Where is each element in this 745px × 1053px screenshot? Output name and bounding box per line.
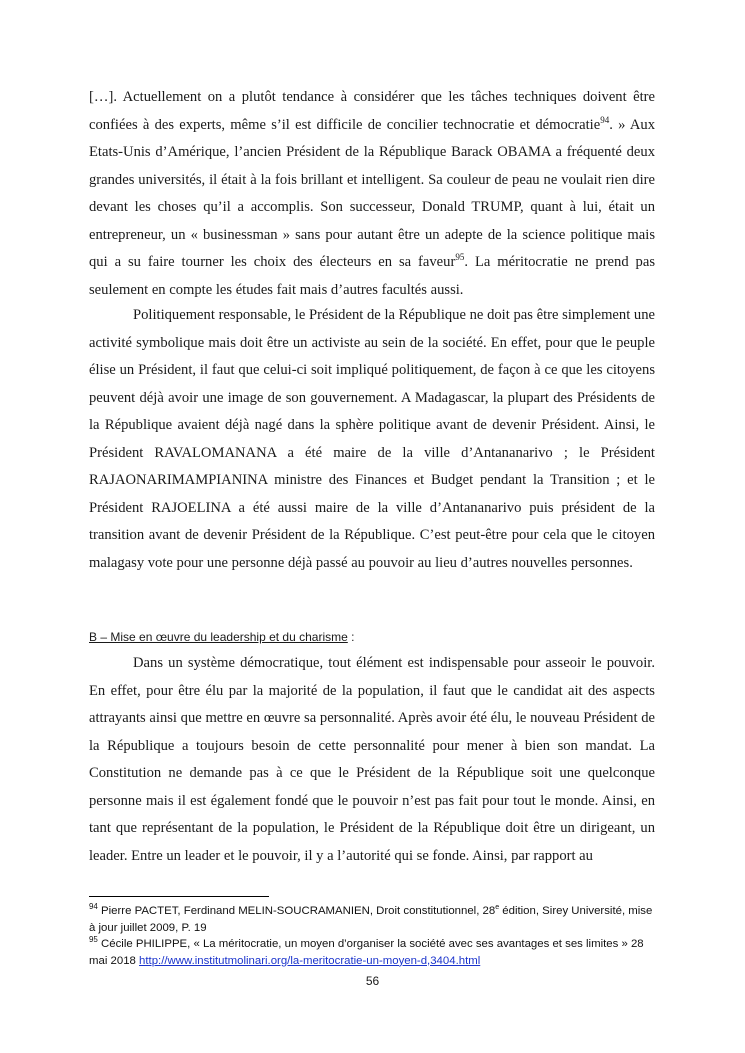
paragraph-leadership: Dans un système démocratique, tout élément est indispensable pour asseoir le pouvoir. En effet, pour être élu par la majorité de la population, il faut que le candidat ait des aspects attrayants ainsi que mettre en œuvre sa personnalité. Après avoir été élu, le nouveau Président de la République a toujours besoin de cette personnalité pour mener à bien son mandat. La Constitution ne demande pas à ce que le Président de la République soit une quelconque personne mais il est également fondé que le pouvoir n’est pas fait pour tout le monde. Ainsi, en tant que représentant de la population, le Président de la République doit être un dirigeant, un leader. Entre un leader et le pouvoir, il y a l’autorité qui se fonde. Ainsi, par rapport au	[89, 655, 655, 864]
section-heading	[89, 628, 354, 646]
footnote-95-link[interactable]: http://www.institutmolinari.org/la-meritocratie-un-moyen-d,3404.html	[139, 954, 481, 967]
footnote-94-text-b: édition, Sirey Université, mise à jour juillet 2009, P. 19	[89, 905, 653, 934]
paragraph-meritocracy	[89, 84, 655, 304]
footnote-94	[89, 903, 655, 936]
footnote-95-mark: 95	[89, 935, 98, 945]
footnote-95-text: Cécile PHILIPPE, « La méritocratie, un moyen d’organiser la société avec ses avantages et ses limites » 28 mai 2018	[89, 938, 644, 967]
paragraph1-text-c: . La méritocratie ne prend pas seulement en compte les études fait mais d’autres facultés aussi.	[89, 254, 656, 298]
footnote-94-mark: 94	[89, 902, 98, 912]
footnote-94-text-a: Pierre PACTET, Ferdinand MELIN-SOUCRAMANIEN, Droit constitutionnel, 28	[97, 905, 496, 917]
section-heading-title: B – Mise en œuvre du leadership et du charisme	[89, 630, 348, 644]
page-number: 56	[365, 974, 380, 988]
footnote-ref-95[interactable]: 95	[455, 252, 465, 263]
section-heading-suffix: :	[347, 630, 355, 644]
paragraph1-text-b: . » Aux Etats-Unis d’Amérique, l’ancien Président de la République Barack OBAMA a fréquenté deux grandes universités, il était à la fois brillant et intelligent. Sa couleur de peau ne voulait rien dire devant les choses qu’il a accomplis. Son successeur, Donald TRUMP, quant à lui, était un entrepreneur, un « businessman » sans pour autant être un adepte de la science politique mais qui a su faire tourner les choix des électeurs en sa faveur	[89, 116, 655, 270]
paragraph1-text-a: […]. Actuellement on a plutôt tendance à considérer que les tâches techniques doivent être confiées à des experts, même s’il est difficile de concilier technocratie et démocratie	[89, 89, 655, 133]
footnote-94-superscript: e	[495, 904, 500, 912]
footnote-ref-94[interactable]: 94	[600, 114, 610, 125]
paragraph-political-responsibility: Politiquement responsable, le Président de la République ne doit pas être simplement une activité symbolique mais doit être un activiste au sein de la société. En effet, pour que le peuple élise un Président, il faut que celui-ci soit impliqué politiquement, de façon à ce que les citoyens peuvent déjà avoir une image de son gouvernement. A Madagascar, la plupart des Présidents de la République avaient déjà nagé dans la sphère politique avant de devenir Président. Ainsi, le Président RAVALOMANANA a été maire de la ville d’Antananarivo ; le Président RAJAONARIMAMPIANINA ministre des Finances et Budget pendant la Transition ; et le Président RAJOELINA a été aussi maire de la ville d’Antananarivo puis président de la transition avant de devenir Président de la République. C’est peut-être pour cela que le citoyen malagasy vote pour une personne déjà passé au pouvoir au lieu d’autres nouvelles personnes.	[89, 307, 655, 571]
footnote-95	[89, 936, 655, 969]
footnote-separator	[89, 896, 269, 897]
